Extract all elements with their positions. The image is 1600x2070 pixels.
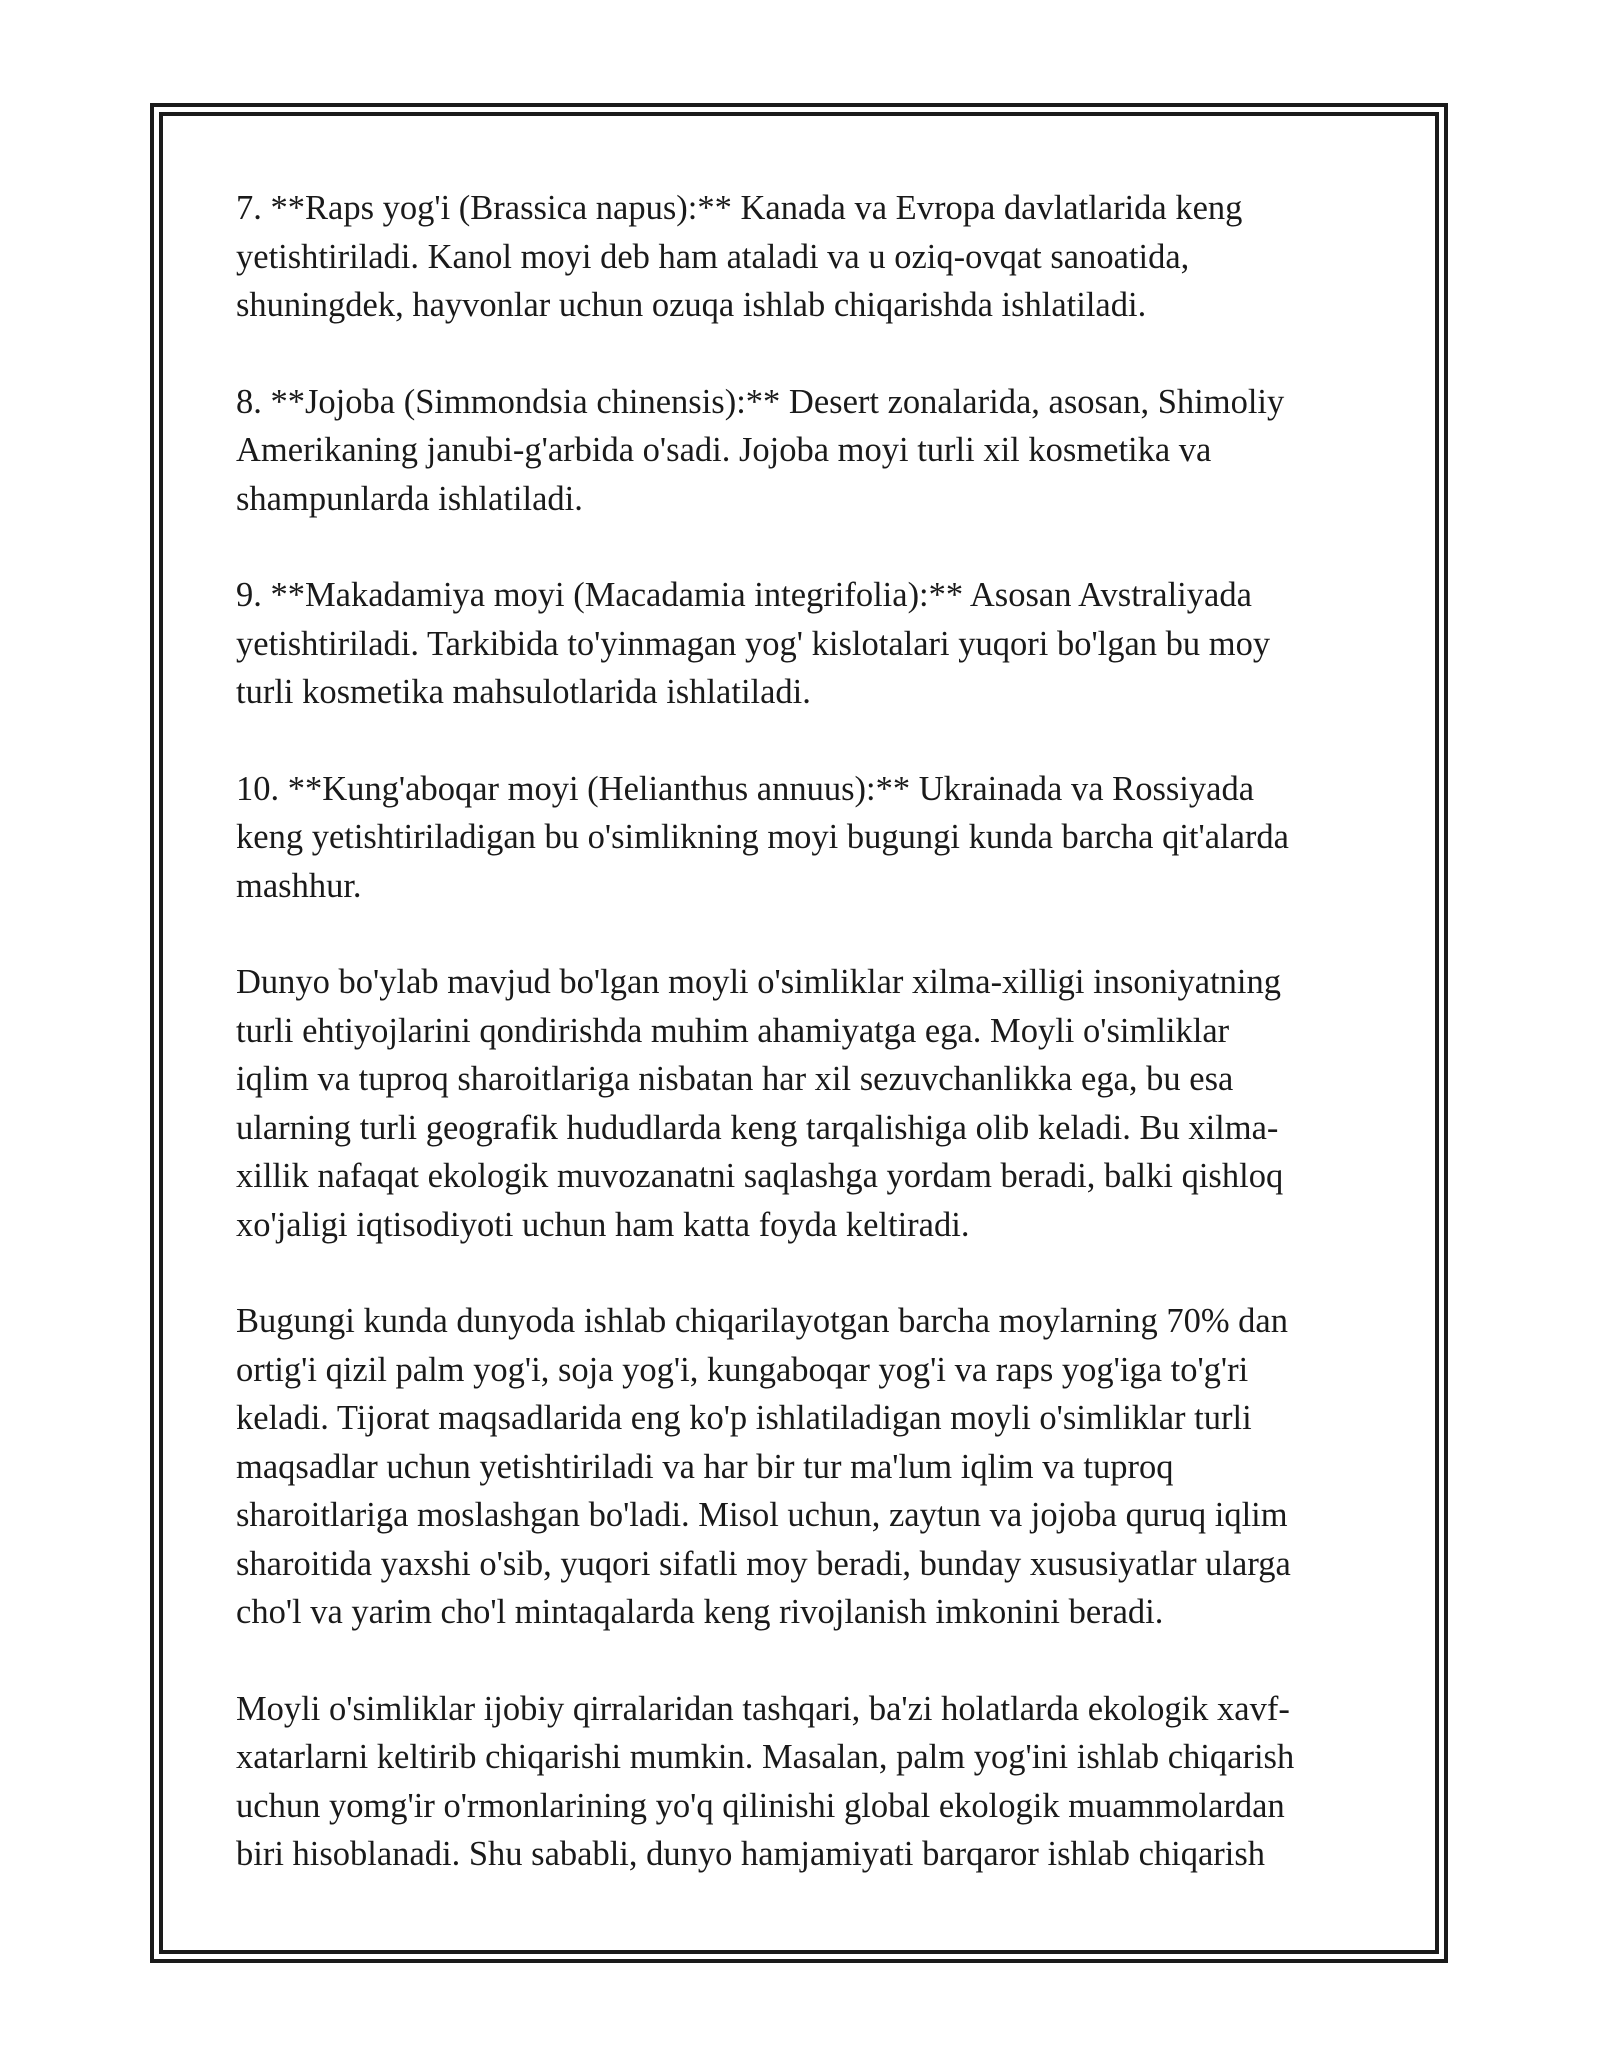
document-body <box>236 184 1371 1927</box>
text-line: 10. **Kung'aboqar moyi (Helianthus annuus):** Ukrainada va Rossiyada <box>236 769 1255 808</box>
text-line: 7. **Raps yog'i (Brassica napus):** Kanada va Evropa davlatlarida keng <box>236 189 1243 227</box>
paragraph-ecological-risks <box>236 1685 1371 1879</box>
paragraph-diversity <box>236 958 1371 1249</box>
text-line: yetishtiriladi. Kanol moyi deb ham ataladi va u oziq-ovqat sanoatida, <box>236 237 1190 276</box>
text-line: keladi. Tijorat maqsadlarida eng ko'p ishlatiladigan moyli o'simliklar turli <box>236 1399 1252 1437</box>
text-line: xatarlarni keltirib chiqarishi mumkin. Masalan, palm yog'ini ishlab chiqarish <box>236 1738 1295 1776</box>
text-line: Bugungi kunda dunyoda ishlab chiqarilayotgan barcha moylarning 70% dan <box>236 1302 1288 1340</box>
text-line: 9. **Makadamiya moyi (Macadamia integrifolia):** Asosan Avstraliyada <box>236 576 1252 614</box>
text-line: ularning turli geografik hududlarda keng tarqalishiga olib keladi. Bu xilma- <box>236 1108 1279 1147</box>
text-line: 8. **Jojoba (Simmondsia chinensis):** Desert zonalarida, asosan, Shimoliy <box>236 382 1285 421</box>
text-line: uchun yomg'ir o'rmonlarining yo'q qilinishi global ekologik muammolardan <box>236 1786 1285 1825</box>
text-line: Moyli o'simliklar ijobiy qirralaridan tashqari, ba'zi holatlarda ekologik xavf- <box>236 1689 1290 1728</box>
text-line: biri hisoblanadi. Shu sababli, dunyo hamjamiyati barqaror ishlab chiqarish <box>236 1835 1266 1873</box>
text-line: iqlim va tuproq sharoitlariga nisbatan har xil sezuvchanlikka ega, bu esa <box>236 1060 1234 1098</box>
paragraph-jojoba <box>236 378 1371 524</box>
paragraph-raps-oil <box>236 184 1371 330</box>
text-line: mashhur. <box>236 866 362 905</box>
text-line: xillik nafaqat ekologik muvozanatni saqlashga yordam beradi, balki qishloq <box>236 1157 1284 1195</box>
text-line: shampunlarda ishlatiladi. <box>236 479 583 518</box>
text-line: shuningdek, hayvonlar uchun ozuqa ishlab chiqarishda ishlatiladi. <box>236 286 1147 324</box>
text-line: turli kosmetika mahsulotlarida ishlatiladi. <box>236 673 811 711</box>
text-line: sharoitlariga moslashgan bo'ladi. Misol uchun, zaytun va jojoba quruq iqlim <box>236 1496 1288 1534</box>
text-line: Amerikaning janubi-g'arbida o'sadi. Jojoba moyi turli xil kosmetika va <box>236 431 1212 469</box>
paragraph-macadamia <box>236 571 1371 717</box>
text-line: maqsadlar uchun yetishtiriladi va har bir tur ma'lum iqlim va tuproq <box>236 1447 1174 1486</box>
paragraph-sunflower <box>236 765 1371 911</box>
paragraph-production <box>236 1297 1371 1637</box>
text-line: turli ehtiyojlarini qondirishda muhim ahamiyatga ega. Moyli o'simliklar <box>236 1011 1230 1050</box>
text-line: Dunyo bo'ylab mavjud bo'lgan moyli o'simliklar xilma-xilligi insoniyatning <box>236 963 1281 1001</box>
text-line: yetishtiriladi. Tarkibida to'yinmagan yog' kislotalari yuqori bo'lgan bu moy <box>236 624 1271 663</box>
text-line: xo'jaligi iqtisodiyoti uchun ham katta foyda keltiradi. <box>236 1205 970 1244</box>
text-line: ortig'i qizil palm yog'i, soja yog'i, kungaboqar yog'i va raps yog'iga to'g'ri <box>236 1350 1249 1389</box>
text-line: keng yetishtiriladigan bu o'simlikning moyi bugungi kunda barcha qit'alarda <box>236 818 1289 856</box>
text-line: cho'l va yarim cho'l mintaqalarda keng rivojlanish imkonini beradi. <box>236 1593 1164 1631</box>
text-line: sharoitida yaxshi o'sib, yuqori sifatli moy beradi, bunday xususiyatlar ularga <box>236 1544 1291 1583</box>
